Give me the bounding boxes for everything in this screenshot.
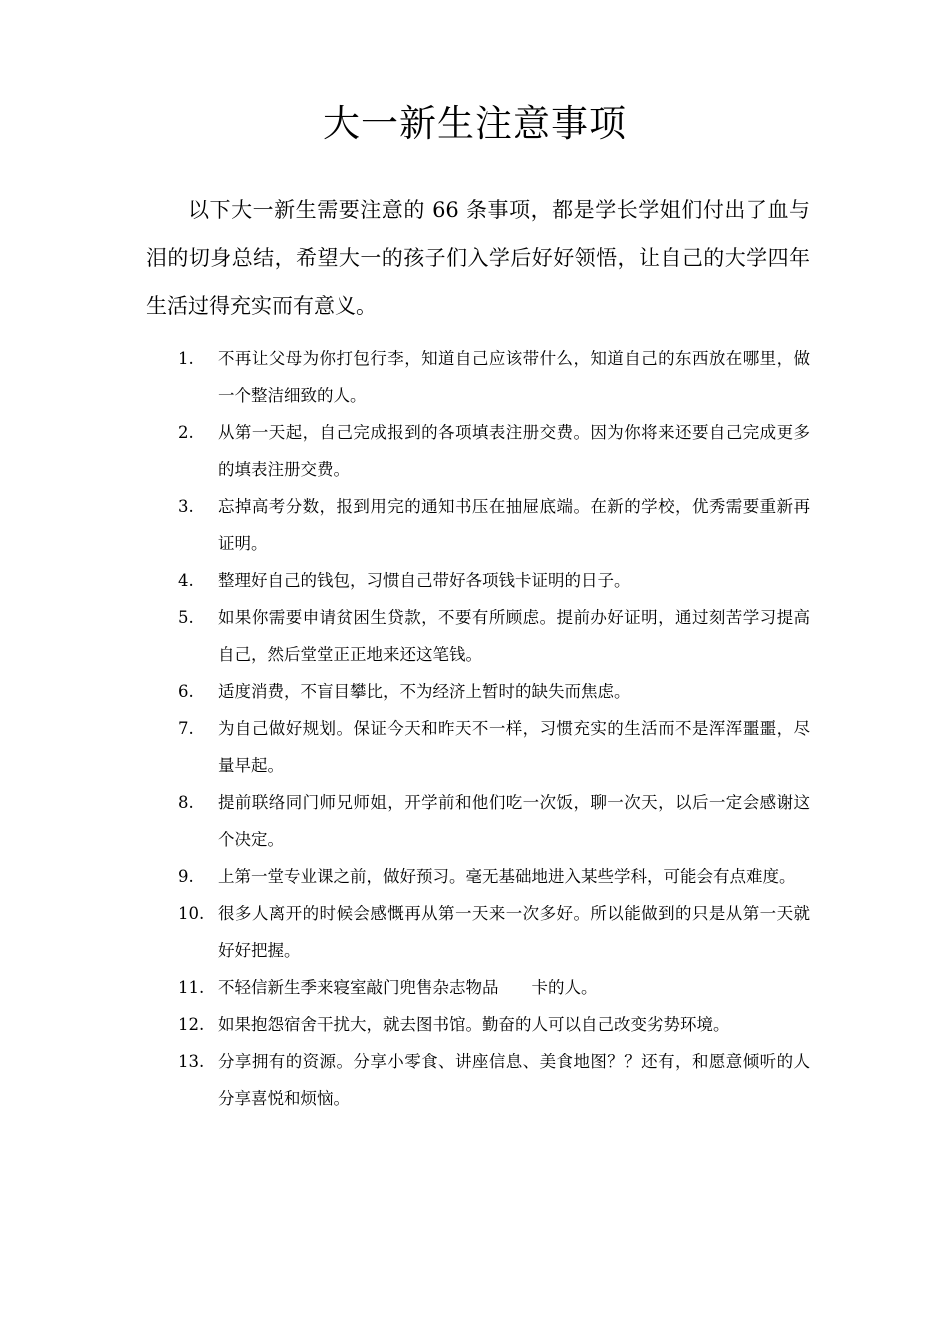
list-item-text: 不轻信新生季来寝室敲门兜售杂志物品 卡的人。 [218, 978, 598, 997]
list-item-text: 忘掉高考分数，报到用完的通知书压在抽屉底端。在新的学校，优秀需要重新再证明。 [218, 497, 810, 553]
intro-paragraph: 以下大一新生需要注意的 66 条事项，都是学长学姐们付出了血与泪的切身总结，希望大一的孩子们入学后好好领悟，让自己的大学四年生活过得充实而有意义。 [146, 198, 810, 318]
list-item-number: 9. [178, 867, 194, 886]
list-item [178, 488, 810, 562]
list-item-text: 如果你需要申请贫困生贷款，不要有所顾虑。提前办好证明，通过刻苦学习提高自己，然后堂堂正正地来还这笔钱。 [218, 608, 810, 664]
list-item-number: 6. [178, 682, 194, 701]
list-item-text: 不再让父母为你打包行李，知道自己应该带什么，知道自己的东西放在哪里，做一个整洁细致的人。 [218, 349, 810, 405]
list-item [178, 562, 810, 599]
list-item [178, 340, 810, 414]
list-item-number: 1. [178, 349, 194, 368]
list-item-number: 2. [178, 423, 194, 442]
list-item [178, 414, 810, 488]
list-item-number: 11. [178, 978, 205, 997]
list-item-text: 从第一天起，自己完成报到的各项填表注册交费。因为你将来还要自己完成更多的填表注册交费。 [218, 423, 810, 479]
list-item-number: 4. [178, 571, 194, 590]
list-item-number: 10. [178, 904, 205, 923]
page-title: 大一新生注意事项 [323, 102, 627, 145]
list-item-text: 适度消费，不盲目攀比，不为经济上暂时的缺失而焦虑。 [218, 682, 631, 701]
list-item [178, 673, 810, 710]
list-item-text: 为自己做好规划。保证今天和昨天不一样，习惯充实的生活而不是浑浑噩噩，尽量早起。 [218, 719, 810, 775]
list-item-number: 8. [178, 793, 194, 812]
list-item-text: 整理好自己的钱包，习惯自己带好各项钱卡证明的日子。 [218, 571, 631, 590]
list-item-text: 提前联络同门师兄师姐，开学前和他们吃一次饭，聊一次天，以后一定会感谢这个决定。 [218, 793, 810, 849]
list-item-text: 很多人离开的时候会感慨再从第一天来一次多好。所以能做到的只是从第一天就好好把握。 [218, 904, 810, 960]
list-item [178, 969, 810, 1006]
list-item-number: 12. [178, 1015, 205, 1034]
list-item-number: 13. [178, 1052, 205, 1071]
list-item-text: 分享拥有的资源。分享小零食、讲座信息、美食地图？？还有，和愿意倾听的人分享喜悦和烦恼。 [218, 1052, 810, 1108]
list-item-text: 如果抱怨宿舍干扰大，就去图书馆。勤奋的人可以自己改变劣势环境。 [218, 1015, 730, 1034]
list-item [178, 710, 810, 784]
list-item [178, 895, 810, 969]
list-item-number: 7. [178, 719, 194, 738]
list-item-number: 5. [178, 608, 194, 627]
list-item [178, 858, 810, 895]
list-item [178, 1043, 810, 1117]
list-item-number: 3. [178, 497, 194, 516]
list-item [178, 599, 810, 673]
list-item [178, 784, 810, 858]
notice-list [178, 340, 810, 1117]
list-item [178, 1006, 810, 1043]
list-item-text: 上第一堂专业课之前，做好预习。毫无基础地进入某些学科，可能会有点难度。 [218, 867, 796, 886]
